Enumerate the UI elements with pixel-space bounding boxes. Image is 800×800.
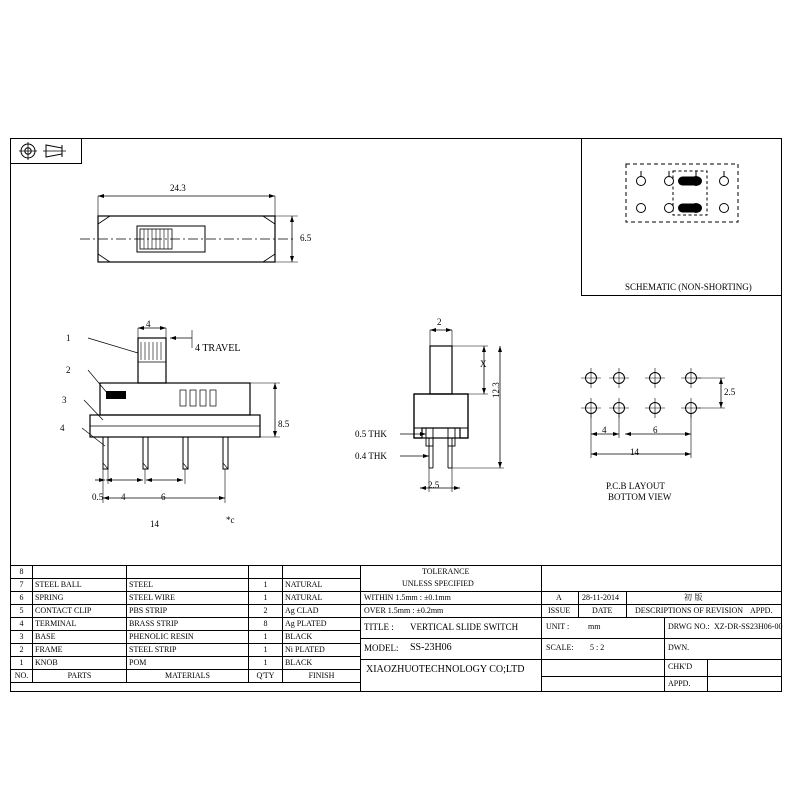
front-view-tolerance-mark: *c [226,515,235,525]
front-view-dim-6: 6 [161,492,166,502]
title-label: TITLE : [364,622,394,632]
bom-qty: 1 [249,631,283,644]
bom-parts: BASE [33,631,127,644]
bom-no: 7 [11,579,33,592]
bom-materials: PHENOLIC RESIN [127,631,249,644]
top-view-height-dim: 6.5 [300,233,312,243]
pcb-dim-v: 2.5 [724,387,736,397]
bom-header-materials: MATERIALS [127,670,249,683]
bom-materials: PBS STRIP [127,605,249,618]
side-view-bottom-dim: 2.5 [428,480,440,490]
scale-value: 5 : 2 [590,643,605,652]
bom-materials: STEEL STRIP [127,644,249,657]
tolerance-within: WITHIN 1.5mm : ±0.1mm [364,593,451,602]
bom-qty: 1 [249,644,283,657]
model-value: SS-23H06 [410,642,452,653]
bom-header-no: NO. [11,670,33,683]
drawing-sheet [10,138,782,692]
bom-header-finish: FINISH [283,670,361,683]
bom-qty: 1 [249,657,283,670]
bom-parts: FRAME [33,644,127,657]
bom-parts: SPRING [33,592,127,605]
unit-value: mm [588,622,601,631]
bom-finish: Ag CLAD [283,605,361,618]
side-view [400,308,590,558]
balloon-3: 3 [62,395,67,405]
side-view-thk-0-4: 0.4 THK [355,451,387,461]
chkd-label: CHK'D [668,662,693,671]
side-view-thk-0-5: 0.5 THK [355,429,387,439]
top-view-width-dim: 24.3 [170,183,186,193]
front-view-dim-4: 4 [121,492,126,502]
bom-finish: BLACK [283,631,361,644]
pcb-dim-a: 4 [602,425,607,435]
drwg-value: XZ-DR-SS23H06-00 [714,622,783,631]
side-view-top-dim: 2 [437,317,442,327]
model-label: MODEL: [364,643,399,653]
bom-parts: TERMINAL [33,618,127,631]
balloon-4: 4 [60,423,65,433]
tolerance-label-1: TOLERANCE [422,567,470,576]
bom-table [10,565,361,683]
side-view-x-dim: X [480,359,487,369]
bom-finish: Ni PLATED [283,644,361,657]
bom-qty [249,566,283,579]
bom-parts: STEEL BALL [33,579,127,592]
table-row [11,631,361,644]
bom-materials: STEEL [127,579,249,592]
bom-materials: BRASS STRIP [127,618,249,631]
table-row [11,644,361,657]
appd-label-top: APPD. [750,606,773,615]
appd-label-bottom: APPD. [668,679,691,688]
table-row [11,657,361,670]
bom-no: 8 [11,566,33,579]
bom-header-qty: Q'TY [249,670,283,683]
bom-no: 4 [11,618,33,631]
front-view-height-dim: 8.5 [278,419,290,429]
table-row [11,566,361,579]
top-view [70,168,320,288]
date-label: DATE [592,606,613,615]
pcb-caption-line1: P.C.B LAYOUT [606,481,665,491]
bom-materials: POM [127,657,249,670]
front-view-travel-note: 4 TRAVEL [195,343,241,354]
side-view-height-dim [492,382,501,398]
table-header-row [11,670,361,683]
pcb-caption-line2: BOTTOM VIEW [608,492,672,502]
bom-qty: 8 [249,618,283,631]
bom-no: 6 [11,592,33,605]
bom-no: 2 [11,644,33,657]
bom-parts: CONTACT CLIP [33,605,127,618]
table-row [11,579,361,592]
descriptions-label: DESCRIPTIONS OF REVISION [635,606,744,615]
bom-materials: STEEL WIRE [127,592,249,605]
bom-qty: 2 [249,605,283,618]
revision-date: 28-11-2014 [582,593,620,602]
first-angle-projection-icon [10,138,82,164]
bom-finish: NATURAL [283,579,361,592]
bom-finish: BLACK [283,657,361,670]
schematic-diagram [581,138,782,278]
issue-label: ISSUE [548,606,571,615]
scale-label: SCALE: [546,643,574,652]
company-name: XIAOZHUOTECHNOLOGY CO;LTD [366,664,525,675]
revision-description: 初 版 [684,593,703,602]
bom-qty: 1 [249,592,283,605]
table-row [11,618,361,631]
drwg-label: DRWG NO.: [668,622,710,631]
title-value: VERTICAL SLIDE SWITCH [410,622,519,632]
bom-no: 5 [11,605,33,618]
tolerance-label-2: UNLESS SPECIFIED [402,579,474,588]
schematic-caption: SCHEMATIC (NON-SHORTING) [625,282,752,292]
bom-no: 3 [11,631,33,644]
bom-finish [283,566,361,579]
tolerance-over: OVER 1.5mm : ±0.2mm [364,606,444,615]
dwn-label: DWN. [668,643,690,652]
bom-qty: 1 [249,579,283,592]
balloon-1: 1 [66,333,71,343]
pcb-dim-b: 6 [653,425,658,435]
bom-header-parts: PARTS [33,670,127,683]
unit-label: UNIT : [546,622,570,631]
table-row [11,592,361,605]
bom-parts: KNOB [33,657,127,670]
front-view-dim-14: 14 [150,519,159,529]
front-view-dim-0-5: 0.5 [92,492,104,502]
bom-finish: NATURAL [283,592,361,605]
pcb-dim-total: 14 [630,447,639,457]
front-view-knob-width-dim: 4 [146,319,151,329]
bom-no: 1 [11,657,33,670]
bom-materials [127,566,249,579]
bom-finish: Ag PLATED [283,618,361,631]
bom-parts [33,566,127,579]
table-row [11,605,361,618]
revision-letter: A [556,593,562,602]
balloon-2: 2 [66,365,71,375]
side-view-height-dim-text: 12.3 [491,382,501,398]
